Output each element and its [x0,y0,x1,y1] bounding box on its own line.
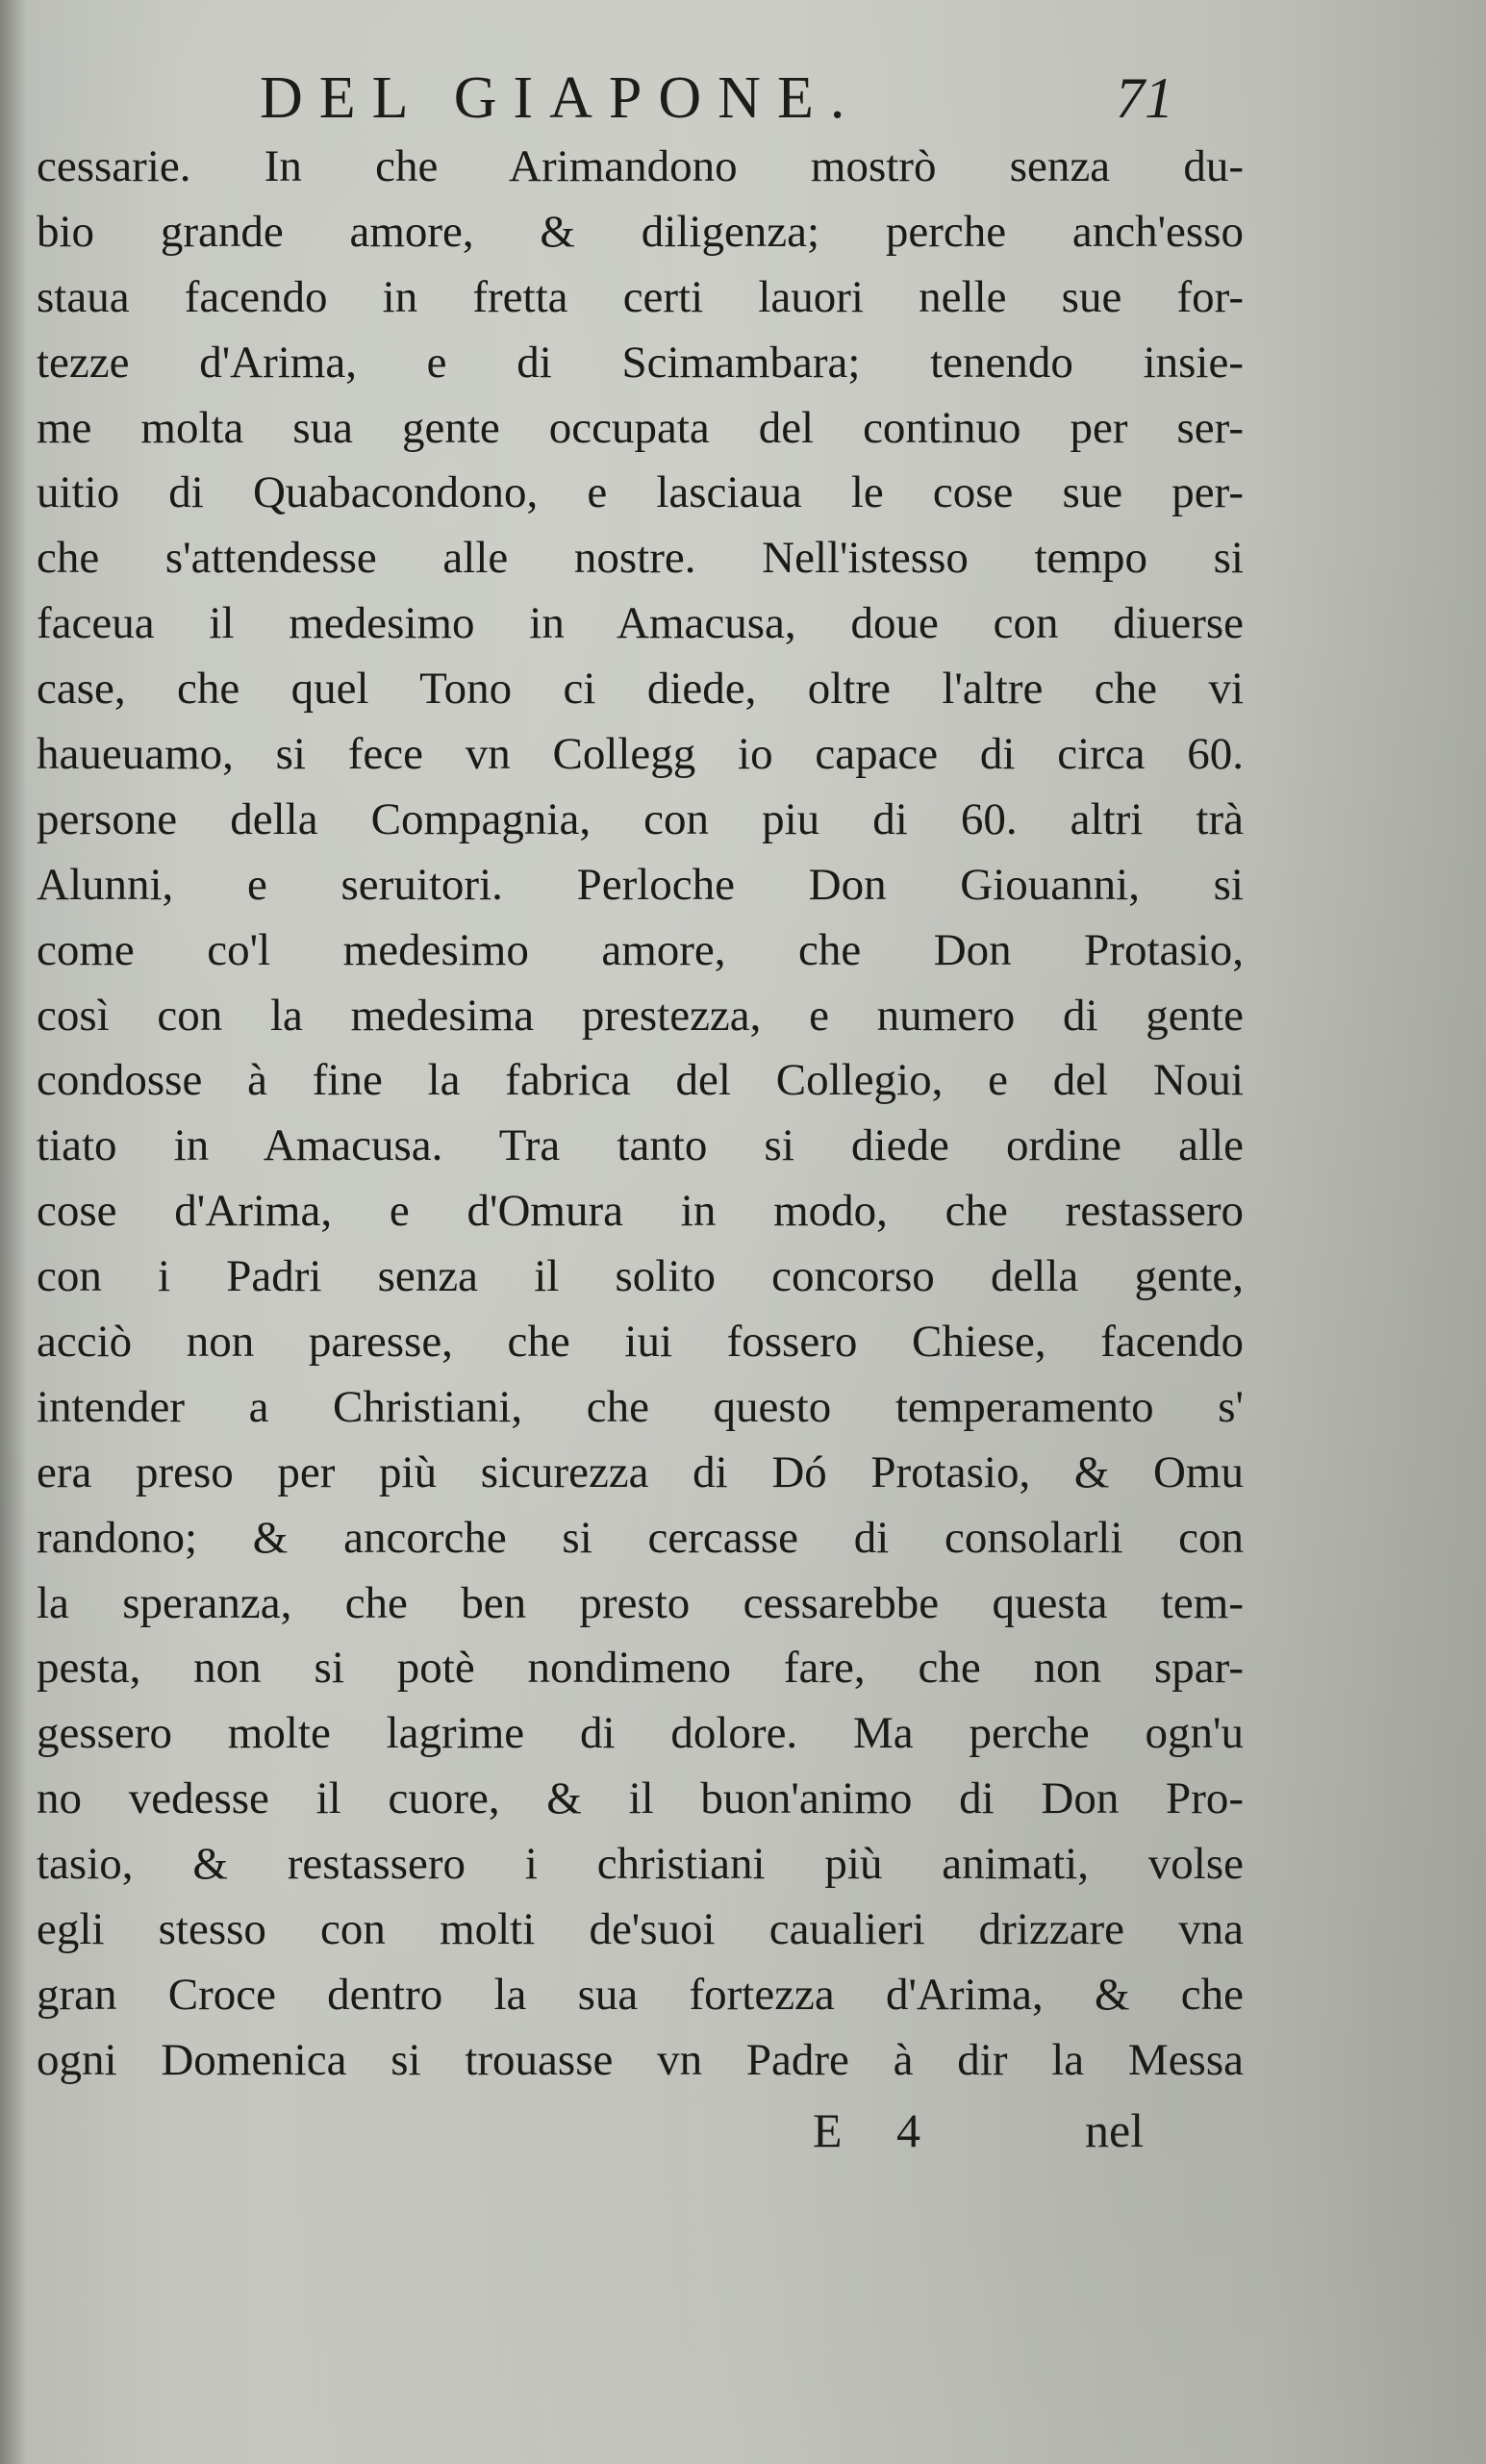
text-line: la speranza, che ben presto cessarebbe questa tem- [37,1577,1244,1628]
text-line: Alunni, e seruitori. Perloche Don Giouanni, si [37,859,1244,910]
text-line: no vedesse il cuore, & il buon'animo di Don Pro- [37,1773,1244,1824]
text-line: gran Croce dentro la sua fortezza d'Arima, & che [37,1969,1244,2020]
text-line: cose d'Arima, e d'Omura in modo, che restassero [37,1186,1244,1237]
text-line: era preso per più sicurezza di Dó Protasio, & Omu [37,1446,1244,1497]
page-number: 71 [1116,66,1173,130]
running-head [260,60,1222,137]
text-line: condosse à fine la fabrica del Collegio, e del Noui [37,1055,1244,1106]
text-line: tiato in Amacusa. Tra tanto si diede ordine alle [37,1120,1244,1171]
catchword: nel [1085,2103,1145,2157]
text-line: tezze d'Arima, e di Scimambara; tenendo insie- [37,337,1244,388]
text-line: ogni Domenica si trouasse vn Padre à dir la Messa [37,2034,1244,2085]
text-line: case, che quel Tono ci diede, oltre l'altre che vi [37,664,1244,715]
text-line: persone della Compagnia, con piu di 60. altri trà [37,793,1244,844]
text-line: uitio di Quabacondono, e lasciaua le cose sue per- [37,467,1244,518]
text-line: tasio, & restassero i christiani più animati, volse [37,1839,1244,1890]
text-line: me molta sua gente occupata del continuo per ser- [37,402,1244,453]
text-line: pesta, non si potè nondimeno fare, che non spar- [37,1643,1244,1694]
text-line: con i Padri senza il solito concorso della gente, [37,1251,1244,1302]
text-line: randono; & ancorche si cercasse di consolarli con [37,1512,1244,1563]
text-line: egli stesso con molti de'suoi caualieri drizzare vna [37,1904,1244,1955]
signature-mark: E 4 [813,2103,943,2157]
page-footer [0,2097,1486,2164]
text-line: che s'attendesse alle nostre. Nell'istesso tempo si [37,533,1244,584]
text-line: intender a Christiani, che questo temperamento s' [37,1381,1244,1432]
text-line: così con la medesima prestezza, e numero di gente [37,990,1244,1041]
body-text [37,135,1244,2094]
text-line: come co'l medesimo amore, che Don Protasio, [37,924,1244,975]
text-line: gessero molte lagrime di dolore. Ma perche ogn'u [37,1708,1244,1759]
text-line: staua facendo in fretta certi lauori nelle sue for- [37,271,1244,322]
text-line: cessarie. In che Arimandono mostrò senza du- [37,141,1244,191]
text-line: bio grande amore, & diligenza; perche anch'esso [37,206,1244,257]
spine-shadow [0,0,27,2464]
text-line: haueuamo, si fece vn Collegg io capace di circa 60. [37,729,1244,780]
running-title: DEL GIAPONE. [260,65,862,131]
text-line: faceua il medesimo in Amacusa, doue con diuerse [37,598,1244,649]
text-line: acciò non paresse, che iui fossero Chiese, facendo [37,1317,1244,1368]
